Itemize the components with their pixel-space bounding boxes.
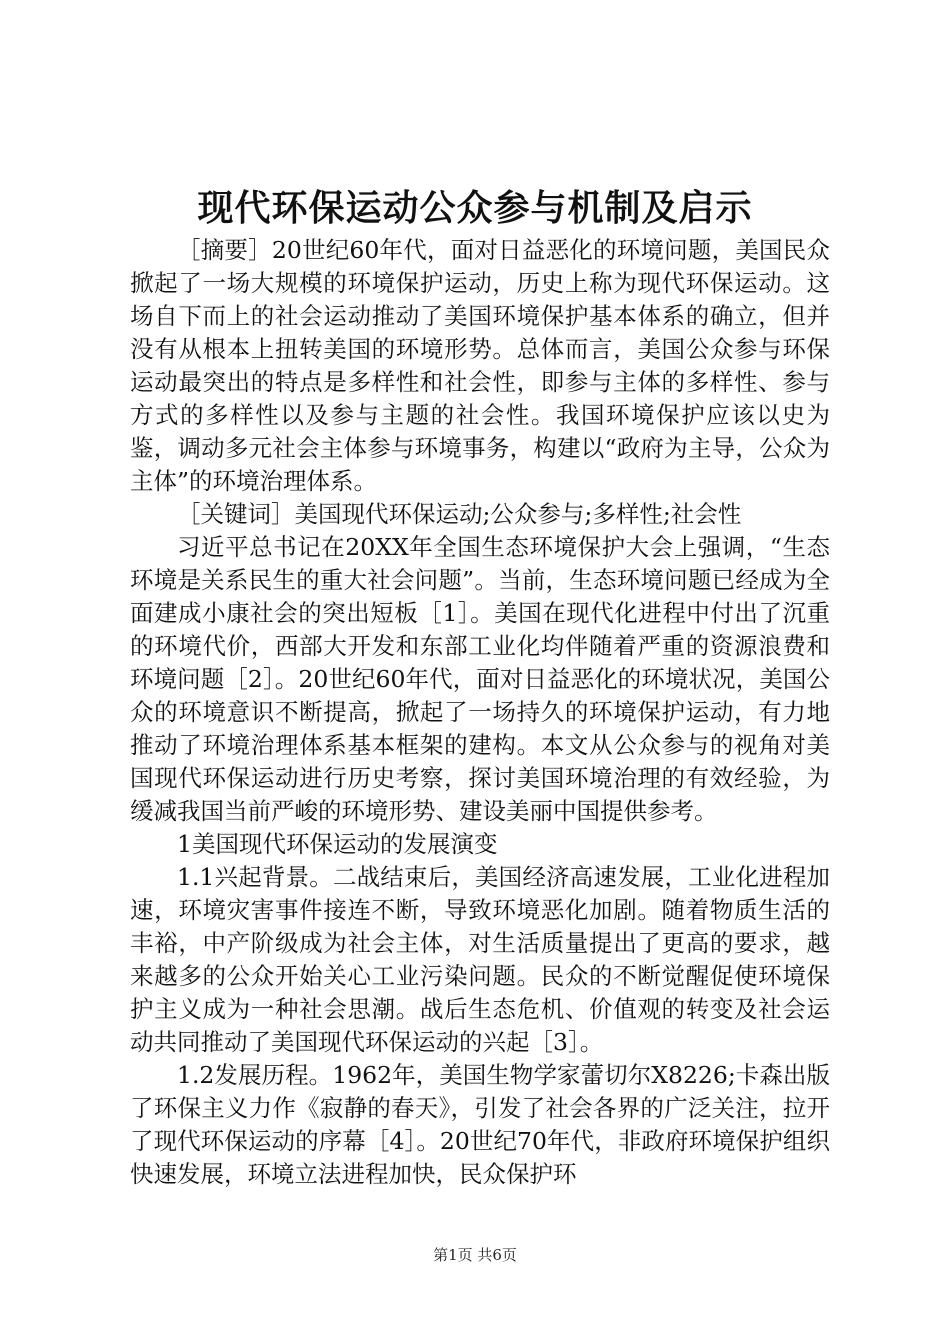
document-title: 现代环保运动公众参与机制及启示 <box>197 188 753 229</box>
abstract-paragraph: ［摘要］20世纪60年代，面对日益恶化的环境问题，美国民众掀起了一场大规模的环境保护运动，历史上称为现代环保运动。这场自下而上的社会运动推动了美国环境保护基本体系的确立，但并没有从根本上扭转美国的环境形势。总体而言，美国公众参与环保运动最突出的特点是多样性和社会性，即参与主体的多样性、参与方式的多样性以及参与主题的社会性。我国环境保护应该以史为鉴，调动多元社会主体参与环境事务，构建以“政府为主导，公众为主体”的环境治理体系。 <box>130 236 830 495</box>
page-footer: 第1页 共6页 <box>433 1246 517 1264</box>
intro-paragraph: 习近平总书记在20XX年全国生态环境保护大会上强调，“生态环境是关系民生的重大社会问题”。当前，生态环境问题已经成为全面建成小康社会的突出短板［1］。美国在现代化进程中付出了沉重的环境代价，西部大开发和东部工业化均伴随着严重的资源浪费和环境问题［2］。20世纪60年代，面对日益恶化的环境状况，美国公众的环境意识不断提高，掀起了一场持久的环境保护运动，有力地推动了环境治理体系基本框架的建构。本文从公众参与的视角对美国现代环保运动进行历史考察，探讨美国环境治理的有效经验，为缓减我国当前严峻的环境形势、建设美丽中国提供参考。 <box>130 533 830 825</box>
keywords-paragraph: ［关键词］美国现代环保运动;公众参与;多样性;社会性 <box>177 500 742 528</box>
section-1-2-paragraph: 1.2发展历程。1962年，美国生物学家蕾切尔X8226;卡森出版了环保主义力作《寂静的春天》，引发了社会各界的广泛关注，拉开了现代环保运动的序幕［4］。20世纪70年代，非政府环境保护组织快速发展，环境立法进程加快，民众保护环 <box>130 1061 830 1188</box>
section-1-1-paragraph: 1.1兴起背景。二战结束后，美国经济高速发展，工业化进程加速，环境灾害事件接连不断，导致环境恶化加剧。随着物质生活的丰裕，中产阶级成为社会主体，对生活质量提出了更高的要求，越来越多的公众开始关心工业污染问题。民众的不断觉醒促使环境保护主义成为一种社会思潮。战后生态危机、价值观的转变及社会运动共同推动了美国现代环保运动的兴起［3］。 <box>130 863 830 1056</box>
section-heading: 1美国现代环保运动的发展演变 <box>177 830 498 858</box>
document-body <box>130 234 830 1191</box>
